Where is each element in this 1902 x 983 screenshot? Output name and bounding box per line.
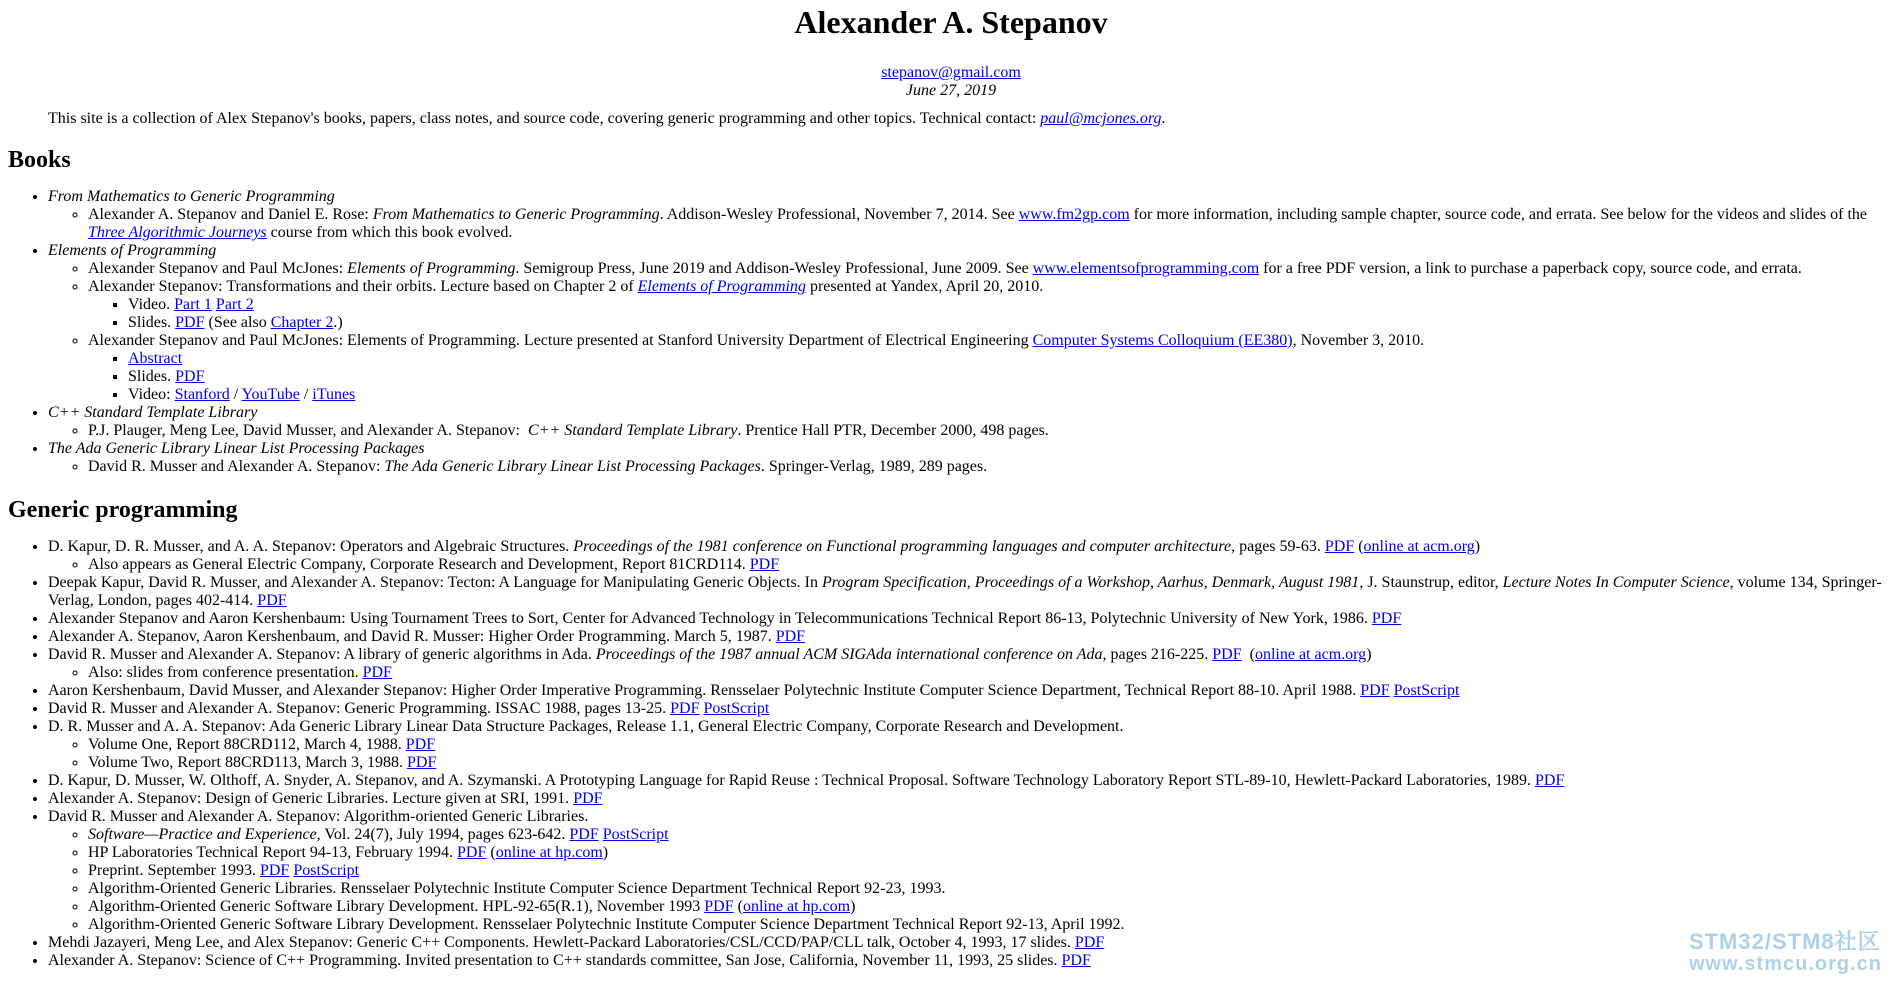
paper-item: • Alexander A. Stepanov: Design of Generic Libraries. Lecture given at SRI, 1991. PDF bbox=[48, 790, 1894, 808]
online-hp-link[interactable]: online at hp.com bbox=[742, 898, 851, 915]
paper-item: • Alexander A. Stepanov, Aaron Kershenbaum, and David R. Musser: Higher Order Programming. March 5, 1987. PDF bbox=[48, 628, 1894, 646]
book-entry: ◦ Alexander Stepanov: Transformations and their orbits. Lecture based on Chapter 2 of Elements of Programming presented at Yandex, April 20, 2010. ▪ Video. Part 1 Part 2 ▪ Slides. PDF (See also Chapter 2.) bbox=[88, 278, 1894, 332]
book-fm2gp: • From Mathematics to Generic Programming ◦ Alexander A. Stepanov and Daniel E. Rose: From Mathematics to Generic Programming. Addison-Wesley Professional, November 7, 2014. See www.fm2gp.com for more information, including sample chapter, source code, and errata. See below for the videos and slides of the Three Algorithmic Journeys course from which this book evolved. bbox=[48, 188, 1894, 242]
book-ada: • The Ada Generic Library Linear List Processing Packages ◦ David R. Musser and Alexander A. Stepanov: The Ada Generic Library Linear List Processing Packages. Springer-Verlag, 1989, 289 pages. bbox=[48, 440, 1894, 476]
postscript-link[interactable]: PostScript bbox=[1393, 682, 1460, 699]
video-part2-link[interactable]: Part 2 bbox=[215, 296, 254, 313]
pdf-link[interactable]: PDF bbox=[1074, 934, 1105, 951]
pdf-link[interactable]: PDF bbox=[405, 736, 436, 753]
generic-programming-list bbox=[8, 538, 1894, 970]
book-eop: • Elements of Programming ◦ Alexander Stepanov and Paul McJones: Elements of Programming. Semigroup Press, June 2019 and Addison-Wesley Professional, June 2009. See www.elementsofprogramming.com for a free PDF version, a link to purchase a paperback copy, source code, and errata. ◦ Alexander Stepanov: Transformations and their orbits. Lecture based on Chapter 2 of Elements of Programming presented at Yandex, April 20, 2010. ▪ Video. Part 1 Part 2 ▪ Slides. PDF (See also Chapter 2.) ◦ Alexander Stepanov and Paul McJones: Elements of Programming. Lecture presented at Stanford University Department of Electrical Engineering Computer Systems Colloquium (EE380), November 3, 2010. ▪ Abstract ▪ Slides. PDF ▪ Video: Stanford / YouTube / iTunes bbox=[48, 242, 1894, 404]
pdf-link[interactable]: PDF bbox=[1360, 682, 1390, 699]
pdf-link[interactable]: PDF bbox=[569, 826, 599, 843]
books-heading: Books bbox=[8, 147, 71, 173]
fm2gp-site-link[interactable]: www.fm2gp.com bbox=[1018, 206, 1130, 223]
pdf-link[interactable]: PDF bbox=[407, 754, 437, 771]
book-entry: ◦ Alexander Stepanov and Paul McJones: Elements of Programming. Semigroup Press, June 2019 and Addison-Wesley Professional, June 2009. See www.elementsofprogramming.com for a free PDF version, a link to purchase a paperback copy, source code, and errata. bbox=[88, 260, 1894, 278]
three-journeys-link[interactable]: Three Algorithmic Journeys bbox=[88, 224, 267, 241]
pdf-link[interactable]: PDF bbox=[457, 844, 487, 861]
paper-item: • D. R. Musser and A. A. Stepanov: Ada Generic Library Linear Data Structure Packages, Release 1.1, General Electric Company, Corporate Research and Development. ◦ Volume One, Report 88CRD112, March 4, 1988. PDF ◦ Volume Two, Report 88CRD113, March 3, 1988. PDF bbox=[48, 718, 1894, 772]
paper-item: • Alexander A. Stepanov: Science of C++ Programming. Invited presentation to C++ standards committee, San Jose, California, November 11, 1993, 25 slides. PDF bbox=[48, 952, 1894, 970]
paper-item: • Alexander Stepanov and Aaron Kershenbaum: Using Tournament Trees to Sort, Center for Advanced Technology in Telecommunications Technical Report 86-13, Polytechnic University of New York, 1986. PDF bbox=[48, 610, 1894, 628]
postscript-link[interactable]: PostScript bbox=[602, 826, 669, 843]
intro-paragraph: This site is a collection of Alex Stepanov's books, papers, class notes, and source code, covering generic programming and other topics. Technical contact: paul@mcjones.org. bbox=[48, 110, 1166, 127]
pdf-link[interactable]: PDF bbox=[257, 592, 287, 609]
paper-subitem: ◦ Algorithm-Oriented Generic Libraries. Rensselaer Polytechnic Institute Computer Science Department Technical Report 92-23, 1993. bbox=[88, 880, 1894, 898]
pdf-link[interactable]: PDF bbox=[704, 898, 734, 915]
pdf-link[interactable]: PDF bbox=[1212, 646, 1242, 663]
slides-item: ▪ Slides. PDF bbox=[128, 368, 1894, 386]
chapter2-link[interactable]: Chapter 2 bbox=[270, 314, 334, 331]
pdf-link[interactable]: PDF bbox=[573, 790, 603, 807]
pdf-link[interactable]: PDF bbox=[1371, 610, 1402, 627]
watermark-line1: STM32/STM8社区 bbox=[1688, 929, 1881, 954]
page-date: June 27, 2019 bbox=[905, 82, 997, 99]
pdf-link[interactable]: PDF bbox=[175, 314, 205, 331]
online-acm-link[interactable]: online at acm.org bbox=[1363, 538, 1475, 555]
book-stl: • C++ Standard Template Library ◦ P.J. Plauger, Meng Lee, David Musser, and Alexander A. Stepanov: C++ Standard Template Library. Prentice Hall PTR, December 2000, 498 pages. bbox=[48, 404, 1894, 440]
pdf-link[interactable]: PDF bbox=[1061, 952, 1091, 969]
paper-item: • David R. Musser and Alexander A. Stepanov: A library of generic algorithms in Ada. Proceedings of the 1987 annual ACM SIGAda international conference on Ada, pages 216-225. PDF (online at acm.org) ◦ Also: slides from conference presentation. PDF bbox=[48, 646, 1894, 682]
page-title: Alexander A. Stepanov bbox=[794, 4, 1108, 40]
book-entry: ◦ P.J. Plauger, Meng Lee, David Musser, and Alexander A. Stepanov: C++ Standard Template Library. Prentice Hall PTR, December 2000, 498 pages. bbox=[88, 422, 1894, 440]
eop-book-link[interactable]: Elements of Programming bbox=[637, 278, 806, 295]
video-item: ▪ Video. Part 1 Part 2 bbox=[128, 296, 1894, 314]
book-entry: ◦ Alexander Stepanov and Paul McJones: Elements of Programming. Lecture presented at Stanford University Department of Electrical Engineering Computer Systems Colloquium (EE380), November 3, 2010. ▪ Abstract ▪ Slides. PDF ▪ Video: Stanford / YouTube / iTunes bbox=[88, 332, 1894, 404]
slides-item: ▪ Slides. PDF (See also Chapter 2.) bbox=[128, 314, 1894, 332]
pdf-link[interactable]: PDF bbox=[259, 862, 290, 879]
generic-programming-heading: Generic programming bbox=[8, 497, 238, 523]
video-item: ▪ Video: Stanford / YouTube / iTunes bbox=[128, 386, 1894, 404]
youtube-video-link[interactable]: YouTube bbox=[241, 386, 300, 403]
pdf-link[interactable]: PDF bbox=[1534, 772, 1565, 789]
paper-item: • Aaron Kershenbaum, David Musser, and Alexander Stepanov: Higher Order Imperative Programming. Rensselaer Polytechnic Institute Computer Science Department, Technical Report 88-10. April 1988. PDF PostScript bbox=[48, 682, 1894, 700]
paper-subitem: ◦ Preprint. September 1993. PDF PostScript bbox=[88, 862, 1894, 880]
itunes-video-link[interactable]: iTunes bbox=[312, 386, 356, 403]
pdf-link[interactable]: PDF bbox=[670, 700, 700, 717]
postscript-link[interactable]: PostScript bbox=[703, 700, 770, 717]
pdf-link[interactable]: PDF bbox=[749, 556, 780, 573]
author-email-link[interactable]: stepanov@gmail.com bbox=[881, 64, 1021, 81]
technical-contact-link[interactable]: paul@mcjones.org bbox=[1040, 110, 1162, 127]
watermark-line2: www.stmcu.org.cn bbox=[1688, 953, 1882, 975]
paper-subitem: ◦ Also: slides from conference presentation. PDF bbox=[88, 664, 1894, 682]
books-list bbox=[8, 188, 1894, 476]
stanford-video-link[interactable]: Stanford bbox=[174, 386, 230, 403]
online-acm-link[interactable]: online at acm.org bbox=[1254, 646, 1367, 663]
paper-subitem: ◦ Also appears as General Electric Company, Corporate Research and Development, Report 81CRD114. PDF bbox=[88, 556, 1894, 574]
abstract-item bbox=[128, 350, 1894, 368]
book-entry: ◦ David R. Musser and Alexander A. Stepanov: The Ada Generic Library Linear List Processing Packages. Springer-Verlag, 1989, 289 pages. bbox=[88, 458, 1894, 476]
online-hp-link[interactable]: online at hp.com bbox=[495, 844, 603, 861]
paper-item: • D. Kapur, D. Musser, W. Olthoff, A. Snyder, A. Stepanov, and A. Szymanski. A Prototyping Language for Rapid Reuse : Technical Proposal. Software Technology Laboratory Report STL-89-10, Hewlett-Packard Laboratories, 1989. PDF bbox=[48, 772, 1894, 790]
paper-item: • Mehdi Jazayeri, Meng Lee, and Alex Stepanov: Generic C++ Components. Hewlett-Packard Laboratories/CSL/CCD/PAP/CLL talk, October 4, 1993, 17 slides. PDF bbox=[48, 934, 1894, 952]
eop-site-link[interactable]: www.elementsofprogramming.com bbox=[1032, 260, 1260, 277]
pdf-link[interactable]: PDF bbox=[1324, 538, 1355, 555]
paper-item: • D. Kapur, D. R. Musser, and A. A. Stepanov: Operators and Algebraic Structures. Proceedings of the 1981 conference on Functional programming languages and computer architecture, pages 59-63. PDF (online at acm.org) ◦ Also appears as General Electric Company, Corporate Research and Development, Report 81CRD114. PDF bbox=[48, 538, 1894, 574]
postscript-link[interactable]: PostScript bbox=[293, 862, 360, 879]
paper-subitem: ◦ Algorithm-Oriented Generic Software Library Development. Rensselaer Polytechnic Institute Computer Science Department Technical Report 92-13, April 1992. bbox=[88, 916, 1894, 934]
author-contact bbox=[8, 64, 1894, 100]
page bbox=[0, 4, 1902, 970]
paper-item: • David R. Musser and Alexander A. Stepanov: Algorithm-oriented Generic Libraries. ◦ Software—Practice and Experience, Vol. 24(7), July 1994, pages 623-642. PDF PostScript ◦ HP Laboratories Technical Report 94-13, February 1994. PDF (online at hp.com) ◦ Preprint. September 1993. PDF PostScript ◦ Algorithm-Oriented Generic Libraries. Rensselaer Polytechnic Institute Computer Science Department Technical Report 92-23, 1993. ◦ Algorithm-Oriented Generic Software Library Development. HPL-92-65(R.1), November 1993 PDF (online at hp.com) ◦ Algorithm-Oriented Generic Software Library Development. Rensselaer Polytechnic Institute Computer Science Department Technical Report 92-13, April 1992. bbox=[48, 808, 1894, 934]
paper-subitem: ◦ Volume One, Report 88CRD112, March 4, 1988. PDF bbox=[88, 736, 1894, 754]
paper-subitem: ◦ Software—Practice and Experience, Vol. 24(7), July 1994, pages 623-642. PDF PostScript bbox=[88, 826, 1894, 844]
paper-subitem: ◦ HP Laboratories Technical Report 94-13, February 1994. PDF (online at hp.com) bbox=[88, 844, 1894, 862]
ee380-link[interactable]: Computer Systems Colloquium (EE380) bbox=[1032, 332, 1293, 349]
site-watermark bbox=[1689, 931, 1882, 975]
paper-subitem: ◦ Volume Two, Report 88CRD113, March 3, 1988. PDF bbox=[88, 754, 1894, 772]
paper-item: • David R. Musser and Alexander A. Stepanov: Generic Programming. ISSAC 1988, pages 13-25. PDF PostScript bbox=[48, 700, 1894, 718]
book-entry: ◦ Alexander A. Stepanov and Daniel E. Rose: From Mathematics to Generic Programming. Addison-Wesley Professional, November 7, 2014. See www.fm2gp.com for more information, including sample chapter, source code, and errata. See below for the videos and slides of the Three Algorithmic Journeys course from which this book evolved. bbox=[88, 206, 1894, 242]
video-part1-link[interactable]: Part 1 bbox=[174, 296, 212, 313]
pdf-link[interactable]: PDF bbox=[362, 664, 392, 681]
pdf-link[interactable]: PDF bbox=[175, 368, 205, 385]
paper-subitem: ◦ Algorithm-Oriented Generic Software Library Development. HPL-92-65(R.1), November 1993 PDF (online at hp.com) bbox=[88, 898, 1894, 916]
abstract-link[interactable]: Abstract bbox=[128, 350, 183, 367]
pdf-link[interactable]: PDF bbox=[775, 628, 806, 645]
paper-item: • Deepak Kapur, David R. Musser, and Alexander A. Stepanov: Tecton: A Language for Manipulating Generic Objects. In Program Specification, Proceedings of a Workshop, Aarhus, Denmark, August 1981, J. Staunstrup, editor, Lecture Notes In Computer Science, volume 134, Springer-Verlag, London, pages 402-414. PDF bbox=[48, 574, 1894, 610]
